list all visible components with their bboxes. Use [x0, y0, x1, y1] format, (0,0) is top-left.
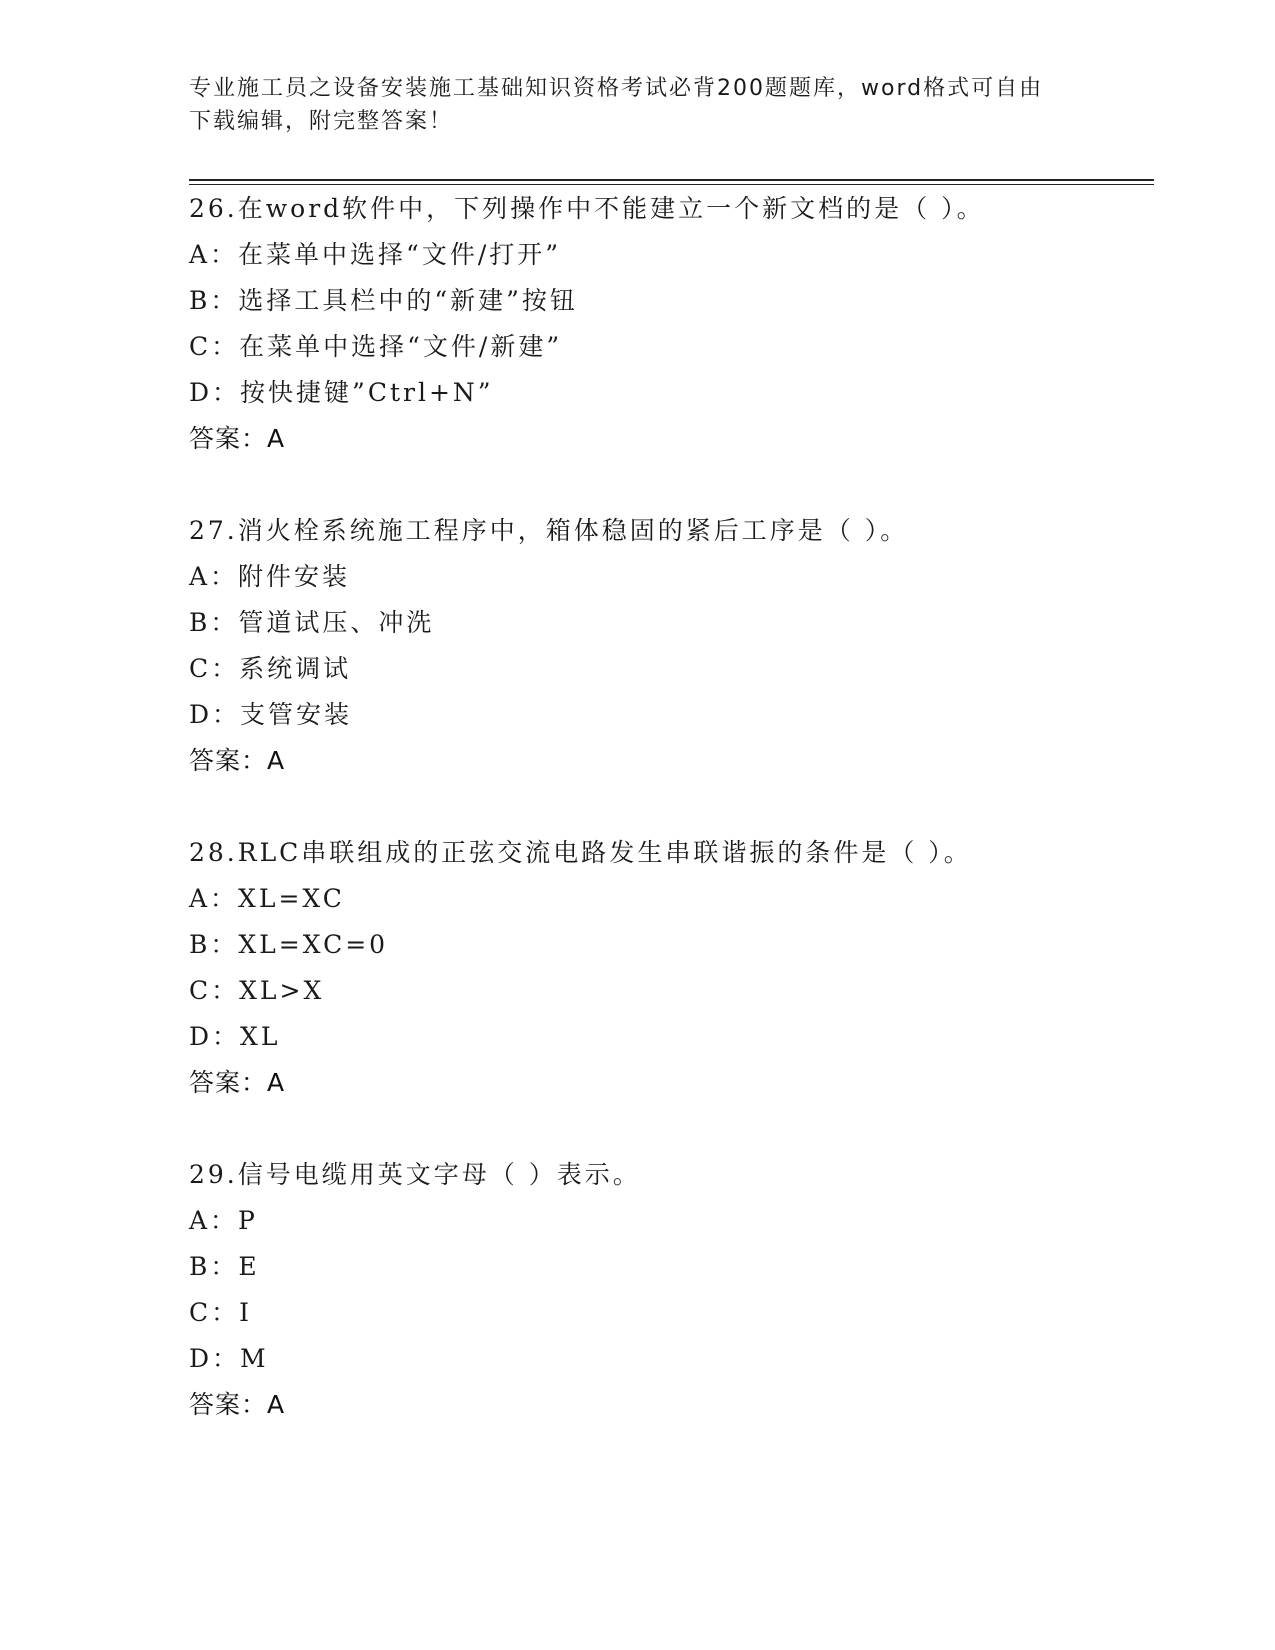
option-c: C：I — [189, 1298, 253, 1327]
question-stem: 28.RLC串联组成的正弦交流电路发生串联谐振的条件是（ ）。 — [189, 838, 972, 867]
header-divider-thin — [189, 184, 1154, 185]
option-d: D：XL — [189, 1022, 281, 1051]
option-c: C：在菜单中选择“文件/新建” — [189, 332, 563, 361]
option-c: C：XL>X — [189, 976, 325, 1005]
header-line-1: 专业施工员之设备安装施工基础知识资格考试必背200题题库，word格式可自由 — [189, 76, 1044, 101]
document-header — [189, 72, 1069, 138]
option-b: B：E — [189, 1252, 260, 1281]
question-stem: 26.在word软件中，下列操作中不能建立一个新文档的是（ ）。 — [189, 194, 985, 223]
answer-line: 答案：A — [189, 1068, 286, 1097]
answer-line: 答案：A — [189, 1390, 286, 1419]
question-block — [189, 830, 1169, 1106]
option-a: A：XL=XC — [189, 884, 345, 913]
option-a: A：在菜单中选择“文件/打开” — [189, 240, 562, 269]
header-divider-thick — [189, 179, 1154, 181]
option-b: B：管道试压、冲洗 — [189, 608, 435, 637]
question-block — [189, 186, 1169, 462]
question-block — [189, 508, 1169, 784]
option-b: B：XL=XC=0 — [189, 930, 389, 959]
option-c: C：系统调试 — [189, 654, 352, 683]
option-d: D：M — [189, 1344, 269, 1373]
option-d: D：按快捷键”Ctrl+N” — [189, 378, 494, 407]
option-b: B：选择工具栏中的“新建”按钮 — [189, 286, 578, 315]
header-line-2: 下载编辑，附完整答案！ — [189, 109, 454, 134]
answer-line: 答案：A — [189, 424, 286, 453]
option-a: A：附件安装 — [189, 562, 351, 591]
answer-line: 答案：A — [189, 746, 286, 775]
question-stem: 29.信号电缆用英文字母（ ）表示。 — [189, 1160, 641, 1189]
option-a: A：P — [189, 1206, 258, 1235]
question-stem: 27.消火栓系统施工程序中，箱体稳固的紧后工序是（ ）。 — [189, 516, 909, 545]
question-block — [189, 1152, 1169, 1428]
option-d: D：支管安装 — [189, 700, 353, 729]
